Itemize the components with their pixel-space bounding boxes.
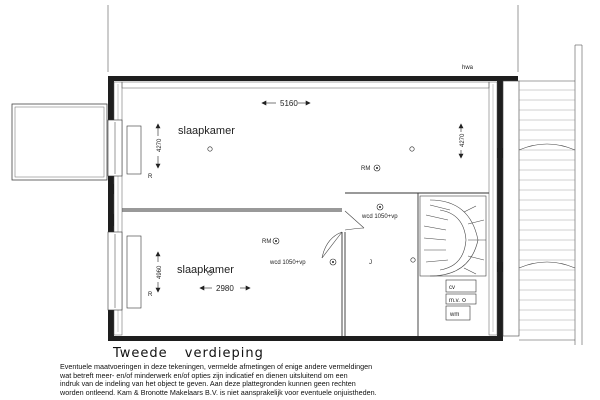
- dimension-top-left-depth: 4270: [157, 138, 163, 152]
- label-r-bottom: R: [148, 292, 153, 298]
- label-wm: wm: [450, 312, 460, 318]
- disclaimer: [60, 363, 590, 397]
- roof-tiles: [519, 90, 575, 330]
- label-rm-bottom: RM: [262, 239, 272, 245]
- room-label-top-bedroom: slaapkamer: [178, 125, 235, 137]
- left-windows: [108, 120, 122, 310]
- room-label-bottom-bedroom: slaapkamer: [177, 264, 234, 276]
- disclaimer-line: indruk van de indeling van het object te geven. Aan deze plattegronden kunnen geen rechten: [60, 379, 356, 389]
- label-r-top: R: [148, 174, 153, 180]
- label-hwa: hwa: [462, 65, 474, 71]
- ceiling-light-icon: [208, 147, 212, 151]
- staircase: [420, 196, 486, 276]
- disclaimer-line: wat betreft meer- en/of minderwerk en/of opties zijn indicatief en dienen uitsluitend om een: [60, 370, 348, 380]
- label-rm-top: RM: [361, 166, 371, 172]
- dimension-top-right-depth: 4270: [460, 133, 466, 147]
- radiators: [127, 126, 141, 308]
- right-dormer-arcs: [519, 144, 575, 268]
- label-wcd-bottom: wcd 1050+vp: [270, 260, 306, 266]
- left-dormer: [12, 104, 107, 180]
- label-mv: m.v.: [449, 298, 460, 304]
- wall-cavity: [114, 82, 497, 335]
- disclaimer-line: Eventuele maatvoeringen in deze tekeningen, vermelde afmetingen of enige andere vermeldingen: [60, 362, 373, 371]
- ceiling-light-icon: [411, 258, 415, 262]
- label-wcd-right: wcd 1050+vp: [362, 214, 398, 220]
- dimension-bottom-left-depth: 4960: [157, 265, 163, 279]
- label-j: J: [369, 260, 372, 266]
- label-cv: cv: [449, 285, 455, 291]
- door-swings: [322, 211, 364, 258]
- dimension-bottom-width: 2980: [216, 284, 234, 293]
- dimension-top-width: 5160: [280, 99, 298, 108]
- ceiling-light-icon: [410, 147, 414, 151]
- floor-title: Tweede verdieping: [113, 346, 264, 361]
- disclaimer-line: worden ontleend. Kam & Bronotte Makelaars B.V. is niet aansprakelijk voor eventuele onjuistheden.: [60, 387, 377, 397]
